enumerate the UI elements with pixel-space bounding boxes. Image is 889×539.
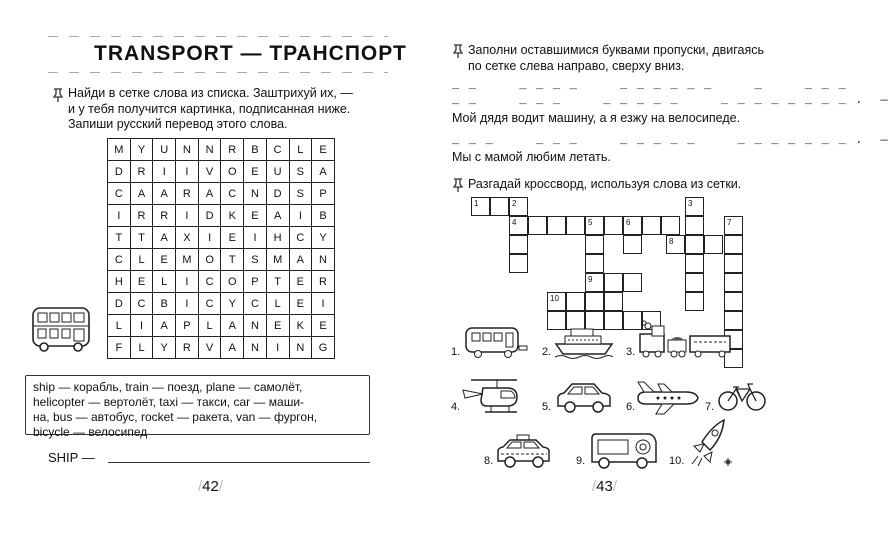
crossword-number: 9 — [588, 275, 593, 284]
grid-cell[interactable]: Y — [221, 293, 244, 315]
picture-label: 5. — [542, 401, 552, 413]
crossword-cell[interactable] — [685, 216, 704, 235]
grid-cell[interactable]: E — [289, 271, 312, 293]
word-list-box — [25, 375, 370, 439]
grid-cell[interactable]: C — [198, 271, 221, 293]
crossword-cell[interactable] — [566, 216, 585, 235]
page-number-right: /43/ — [592, 478, 618, 495]
grid-cell[interactable]: P — [312, 183, 335, 205]
instruction-line: по сетке слева направо, сверху вниз. — [468, 58, 685, 73]
grid-cell[interactable]: I — [176, 293, 199, 315]
grid-cell[interactable]: I — [108, 205, 131, 227]
crossword-cell[interactable] — [509, 235, 528, 254]
picture-label: 7. — [705, 401, 715, 413]
train-car-icon — [463, 322, 533, 360]
instruction-left — [68, 86, 353, 133]
grid-cell[interactable]: B — [153, 293, 176, 315]
picture-label: 8. — [484, 455, 494, 467]
grid-cell[interactable]: Y — [312, 227, 335, 249]
grid-row — [108, 139, 335, 161]
double-decker-bus-icon — [30, 304, 94, 354]
grid-cell[interactable]: F — [108, 337, 131, 359]
grid-cell[interactable]: A — [289, 249, 312, 271]
grid-cell[interactable]: R — [312, 271, 335, 293]
grid-cell[interactable]: V — [198, 337, 221, 359]
grid-cell[interactable]: C — [244, 293, 267, 315]
taxi-icon — [495, 433, 553, 469]
grid-cell[interactable]: A — [312, 161, 335, 183]
picture-label: 2. — [542, 346, 552, 358]
word-search-grid — [107, 138, 335, 359]
blanks-line-1[interactable]: _ _ _ _ _ _ _ _ _ _ _ _ _ _ _ _ — [452, 78, 847, 92]
crossword-cell[interactable] — [585, 292, 604, 311]
crossword-cell[interactable] — [604, 273, 623, 292]
grid-cell[interactable]: I — [130, 315, 153, 337]
crossword-cell[interactable] — [547, 292, 566, 311]
grid-cell[interactable]: S — [244, 249, 267, 271]
grid-cell[interactable]: O — [221, 161, 244, 183]
grid-cell[interactable]: R — [176, 337, 199, 359]
crossword-number: 8 — [669, 237, 674, 246]
grid-row — [108, 205, 335, 227]
sentence-2: Мы с мамой любим летать. — [452, 150, 611, 164]
grid-cell[interactable]: E — [244, 161, 267, 183]
crossword-cell[interactable] — [604, 216, 623, 235]
grid-row — [108, 315, 335, 337]
grid-cell[interactable]: X — [176, 227, 199, 249]
grid-cell[interactable]: I — [198, 227, 221, 249]
grid-cell[interactable]: L — [289, 139, 312, 161]
grid-cell[interactable]: E — [312, 315, 335, 337]
grid-cell[interactable]: M — [266, 249, 289, 271]
crossword-number: 2 — [512, 199, 517, 208]
grid-row — [108, 161, 335, 183]
grid-cell[interactable]: L — [108, 315, 131, 337]
grid-cell[interactable]: L — [198, 315, 221, 337]
grid-cell[interactable]: A — [198, 183, 221, 205]
pushpin-icon — [452, 178, 464, 192]
grid-cell[interactable]: I — [289, 205, 312, 227]
crossword-number: 7 — [727, 218, 732, 227]
crossword-cell[interactable] — [685, 254, 704, 273]
grid-cell[interactable]: C — [266, 139, 289, 161]
grid-cell[interactable]: V — [198, 161, 221, 183]
grid-cell[interactable]: E — [266, 315, 289, 337]
grid-cell[interactable]: O — [221, 271, 244, 293]
crossword-cell[interactable] — [724, 273, 743, 292]
grid-cell[interactable]: K — [289, 315, 312, 337]
grid-cell[interactable]: R — [130, 205, 153, 227]
answer-label: SHIP — — [48, 450, 95, 465]
grid-cell[interactable]: C — [108, 249, 131, 271]
grid-cell[interactable]: A — [266, 205, 289, 227]
page-title: TRANSPORT — ТРАНСПОРТ — [94, 42, 407, 65]
crossword-number: 10 — [550, 294, 559, 303]
grid-cell[interactable]: E — [221, 227, 244, 249]
grid-row — [108, 271, 335, 293]
helicopter-icon — [457, 376, 527, 416]
page-number-left: /42/ — [198, 478, 224, 495]
grid-cell[interactable]: B — [244, 139, 267, 161]
crossword-cell[interactable] — [585, 216, 604, 235]
pushpin-icon — [52, 88, 64, 102]
train-icon — [636, 320, 736, 360]
grid-cell[interactable]: K — [221, 205, 244, 227]
grid-cell[interactable]: N — [244, 315, 267, 337]
dashed-decor-top — [48, 36, 388, 37]
crossword-cell[interactable] — [509, 254, 528, 273]
crossword-cell[interactable] — [685, 197, 704, 216]
crossword-cell[interactable] — [724, 254, 743, 273]
grid-cell[interactable]: M — [176, 249, 199, 271]
grid-cell[interactable]: S — [289, 183, 312, 205]
grid-cell[interactable]: L — [130, 337, 153, 359]
word-list-line: на, bus — автобус, rocket — ракета, van — фургон, — [33, 410, 318, 424]
grid-cell[interactable]: L — [266, 293, 289, 315]
grid-cell[interactable]: D — [266, 183, 289, 205]
grid-row — [108, 183, 335, 205]
grid-cell[interactable]: C — [198, 293, 221, 315]
crossword-cell[interactable] — [509, 197, 528, 216]
crossword-cell[interactable] — [547, 216, 566, 235]
instruction-line: Заполни оставшимися буквами пропуски, двигаясь — [468, 43, 765, 57]
grid-cell[interactable]: T — [221, 249, 244, 271]
picture-label: 1. — [451, 346, 461, 358]
crossword-cell[interactable] — [724, 292, 743, 311]
grid-row — [108, 227, 335, 249]
grid-cell[interactable]: I — [244, 227, 267, 249]
grid-row — [108, 249, 335, 271]
rocket-icon — [684, 416, 734, 470]
grid-cell[interactable]: O — [198, 249, 221, 271]
answer-line[interactable] — [108, 462, 370, 463]
dashed-decor-bottom — [48, 72, 388, 73]
crossword-cell[interactable] — [623, 235, 642, 254]
grid-cell[interactable]: I — [153, 161, 176, 183]
grid-cell[interactable]: N — [289, 337, 312, 359]
crossword-cell[interactable] — [585, 254, 604, 273]
crossword-cell[interactable] — [471, 197, 490, 216]
crossword-number: 3 — [688, 199, 693, 208]
grid-cell[interactable]: E — [244, 205, 267, 227]
crossword-number: 5 — [588, 218, 593, 227]
grid-cell[interactable]: C — [289, 227, 312, 249]
grid-cell[interactable]: N — [244, 337, 267, 359]
grid-cell[interactable]: N — [198, 139, 221, 161]
blanks-line-2[interactable]: _ _ _ _ _ _ _ _ _ _ _ _ _ _ _ _ _ _ . — — [452, 93, 889, 107]
grid-cell[interactable]: A — [221, 315, 244, 337]
grid-cell[interactable]: P — [244, 271, 267, 293]
van-icon — [588, 430, 660, 470]
grid-cell[interactable]: G — [312, 337, 335, 359]
word-list-line: bicycle — велосипед — [33, 425, 148, 439]
grid-cell[interactable]: E — [289, 293, 312, 315]
grid-cell[interactable]: A — [221, 337, 244, 359]
crossword-cell[interactable] — [528, 216, 547, 235]
crossword-cell[interactable] — [685, 292, 704, 311]
crossword-cell[interactable] — [490, 197, 509, 216]
crossword-cell[interactable] — [661, 216, 680, 235]
picture-label: 4. — [451, 401, 461, 413]
picture-label: 9. — [576, 455, 586, 467]
grid-cell[interactable]: R — [130, 161, 153, 183]
crossword-cell[interactable] — [666, 235, 685, 254]
car-icon — [554, 380, 614, 416]
grid-cell[interactable]: U — [266, 161, 289, 183]
grid-cell[interactable]: I — [176, 161, 199, 183]
grid-cell[interactable]: D — [108, 293, 131, 315]
pushpin-icon — [452, 44, 464, 58]
bicycle-icon — [718, 382, 766, 412]
picture-label: 6. — [626, 401, 636, 413]
grid-cell[interactable]: C — [221, 183, 244, 205]
grid-cell[interactable]: B — [312, 205, 335, 227]
ship-icon — [553, 324, 615, 358]
crossword-cell[interactable] — [566, 292, 585, 311]
instruction-right — [468, 43, 764, 74]
grid-cell[interactable]: S — [289, 161, 312, 183]
grid-cell[interactable]: I — [312, 293, 335, 315]
grid-cell[interactable]: I — [266, 337, 289, 359]
picture-label: 3. — [626, 346, 636, 358]
crossword-number: 6 — [626, 218, 631, 227]
picture-label: 10. — [669, 455, 685, 467]
crossword-instruction: Разгадай кроссворд, используя слова из сетки. — [468, 177, 742, 191]
grid-cell[interactable]: T — [130, 227, 153, 249]
grid-cell[interactable]: T — [108, 227, 131, 249]
grid-cell[interactable]: R — [221, 139, 244, 161]
crossword-cell[interactable] — [724, 216, 743, 235]
crossword-cell[interactable] — [642, 216, 661, 235]
grid-cell[interactable]: U — [153, 139, 176, 161]
grid-cell[interactable]: H — [108, 271, 131, 293]
grid-cell[interactable]: E — [153, 249, 176, 271]
crossword-cell[interactable] — [509, 216, 528, 235]
crossword-cell[interactable] — [585, 235, 604, 254]
grid-cell[interactable]: A — [153, 227, 176, 249]
grid-cell[interactable]: D — [108, 161, 131, 183]
grid-cell[interactable]: N — [312, 249, 335, 271]
crossword-cell[interactable] — [604, 292, 623, 311]
grid-cell[interactable]: N — [176, 139, 199, 161]
grid-cell[interactable]: H — [266, 227, 289, 249]
grid-cell[interactable]: C — [130, 293, 153, 315]
grid-cell[interactable]: A — [153, 315, 176, 337]
instruction-line: Запиши русский перевод этого слова. — [68, 117, 288, 131]
instruction-line: и у тебя получится картинка, подписанная ниже. — [68, 101, 351, 116]
grid-cell[interactable]: D — [198, 205, 221, 227]
page-number-text: 42 — [202, 478, 219, 495]
grid-cell[interactable]: I — [176, 271, 199, 293]
grid-cell[interactable]: C — [108, 183, 131, 205]
grid-cell[interactable]: I — [176, 205, 199, 227]
crossword-cell[interactable] — [685, 235, 704, 254]
sentence-1: Мой дядя водит машину, а я езжу на велосипеде. — [452, 111, 741, 125]
grid-cell[interactable]: E — [130, 271, 153, 293]
grid-cell[interactable]: A — [130, 183, 153, 205]
grid-cell[interactable]: A — [153, 183, 176, 205]
instruction-line: Найди в сетке слова из списка. Заштрихуй их, — — [68, 86, 353, 100]
word-list-line: helicopter — вертолёт, taxi — такси, car — маши- — [33, 395, 305, 409]
page-number-text: 43 — [596, 478, 613, 495]
grid-cell[interactable]: R — [153, 205, 176, 227]
plane-icon — [634, 378, 700, 416]
crossword-cell[interactable] — [585, 273, 604, 292]
word-list-line: ship — корабль, train — поезд, plane — самолёт, — [33, 380, 303, 394]
crossword-cell[interactable] — [704, 235, 723, 254]
grid-cell[interactable]: Y — [130, 139, 153, 161]
grid-cell[interactable]: L — [153, 271, 176, 293]
crossword-number: 1 — [474, 199, 479, 208]
blanks-line-3[interactable]: _ _ _ _ _ _ _ _ _ _ _ _ _ _ _ _ _ _ . — — [452, 133, 889, 147]
grid-cell[interactable]: N — [244, 183, 267, 205]
grid-row — [108, 293, 335, 315]
grid-cell[interactable]: M — [108, 139, 131, 161]
grid-cell[interactable]: P — [176, 315, 199, 337]
grid-cell[interactable]: R — [176, 183, 199, 205]
grid-cell[interactable]: T — [266, 271, 289, 293]
crossword-number: 4 — [512, 218, 517, 227]
grid-row — [108, 337, 335, 359]
crossword-cell[interactable] — [724, 235, 743, 254]
crossword-cell[interactable] — [623, 216, 642, 235]
grid-cell[interactable]: L — [130, 249, 153, 271]
crossword-cell[interactable] — [685, 273, 704, 292]
grid-cell[interactable]: E — [312, 139, 335, 161]
crossword-cell[interactable] — [623, 273, 642, 292]
grid-cell[interactable]: Y — [153, 337, 176, 359]
